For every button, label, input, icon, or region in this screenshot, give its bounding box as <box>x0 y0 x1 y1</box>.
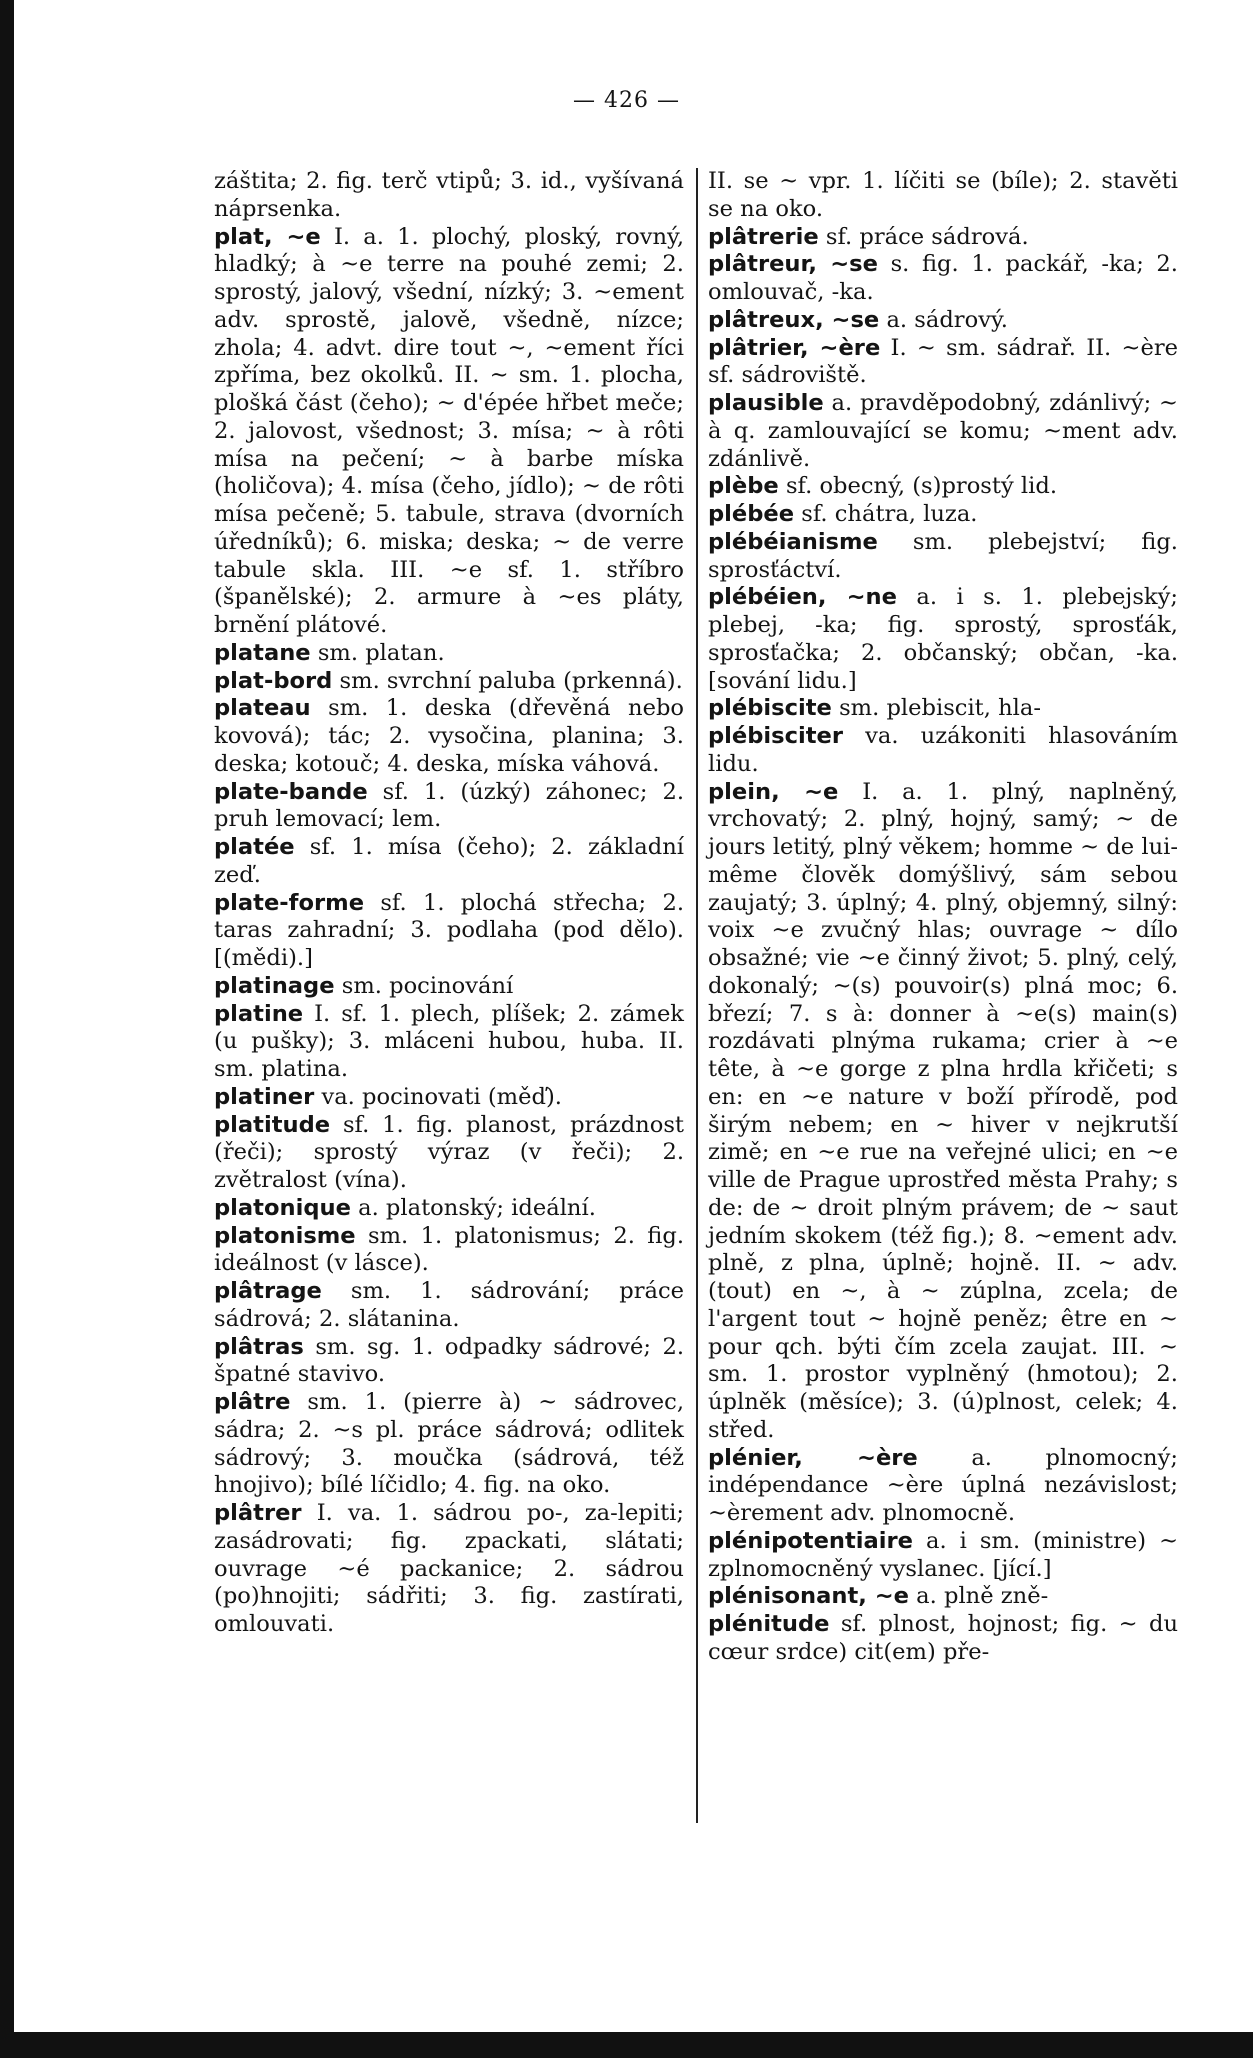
dictionary-entry <box>214 1500 684 1639</box>
entry-definition: sm. 1. deska (dřevěná nebo kovová); tác; 2. vysočina, planina; 3. deska; kotouč; 4. deska, míska váhová. <box>214 695 685 777</box>
dictionary-entry <box>214 224 684 640</box>
entry-headword: plâtrage <box>214 1278 322 1304</box>
entry-definition: sf. 1. plochá střecha; 2. taras zahradní; 3. podlaha (pod dělo). [(mědi).] <box>214 889 685 971</box>
entry-definition: sf. práce sádrová. <box>825 223 1029 250</box>
entry-headword: plat-bord <box>214 667 333 694</box>
entry-definition: sm. platan. <box>317 639 445 666</box>
entry-definition: záštita; 2. fig. terč vtipů; 3. id., vyšívaná náprsenka. <box>214 168 684 222</box>
entry-definition: sm. svrchní paluba (prkenná). <box>339 667 683 694</box>
entry-definition: sm. plebiscit, hla- <box>839 695 1041 722</box>
entry-definition: a. plně zně- <box>916 1583 1049 1610</box>
bottom-page-edge <box>0 2032 1253 2058</box>
dictionary-entry <box>214 1001 684 1084</box>
entry-definition: a. i s. 1. plebejský; plebej, -ka; fig. sprostý, sprosťák, sprosťačka; 2. občanský; občan, -ka. [sování lidu.] <box>708 584 1178 694</box>
entry-definition: I. a. 1. plný, naplněný, vrchovatý; 2. plný, hojný, samý; ~ de jours letitý, plný věkem; homme ~ de lui-même člověk domýšlivý, sám sebou zaujatý; 3. úplný; 4. plný, objemný, silný: voix ~e zvučný hlas; ouvrage ~ dílo obsažné; vie ~e činný život; 5. plný, celý, dokonalý; ~(s) pouvoir(s) plná moc; 6. březí; 7. s à: donner à ~e(s) main(s) rozdávati plnýma rukama; crier à ~e tête, à ~e gorge z plna hrdla křičeti; s en: en ~e nature v boží přírodě, pod širým nebem; en ~ hiver v nejkrutší zimě; en ~e rue na veřejné ulici; en ~e ville de Prague uprostřed města Prahy; s de: de ~ droit plným právem; de ~ saut jedním skokem (též fig.); 8. ~ement adv. plně, z plna, úplně; hojně. II. ~ adv. (tout) en ~, à ~ zúplna, zcela; de l'argent tout ~ hojně peněz; être en ~ pour qch. býti čím zcela zaujat. III. ~ sm. 1. prostor vyplněný (hmotou); 2. úplněk (měsíce); 3. (ú)plnost, celek; 4. střed. <box>708 778 1178 1443</box>
entry-headword: plat, ~e <box>214 223 321 250</box>
dictionary-entry <box>708 1445 1178 1528</box>
entry-definition: sf. obecný, (s)prostý lid. <box>785 473 1058 500</box>
dictionary-entry <box>214 168 684 224</box>
entry-definition: sf. 1. (úzký) záhonec; 2. pruh lemovací; lem. <box>214 778 685 833</box>
dictionary-entry <box>214 668 684 696</box>
entry-headword: platitude <box>214 1111 331 1138</box>
entry-definition: I. a. 1. plochý, ploský, rovný, hladký; à ~e terre na pouhé zemi; 2. sprostý, jalový, všední, nízký; 3. ~ement adv. sprostě, jalově, všedně, nízce; zhola; 4. advt. dire tout ~, ~ement říci zpříma, bez okolků. II. ~ sm. 1. plocha, plošká část (čeho); ~ d'épée hřbet meče; 2. jalovost, všednost; 3. mísa; ~ à rôti mísa na pečení; ~ à barbe míska (holičova); 4. mísa (čeho, jídlo); ~ de rôti mísa pečeně; 5. tabule, strava (dvorních úředníků); 6. miska; deska; ~ de verre tabule skla. III. ~e sf. 1. stříbro (španělské); 2. armure à ~es pláty, brnění plátové. <box>214 223 685 638</box>
entry-headword: platiner <box>214 1083 315 1110</box>
entry-definition: sm. plebejství; fig. sprosťáctví. <box>708 528 1178 583</box>
entry-headword: plébiscite <box>708 695 832 722</box>
entry-definition: I. va. 1. sádrou po-, za-lepiti; zasádrovati; fig. zpackati, slátati; ouvrage ~é packanice; 2. sádrou (po)hnojiti; sádřiti; 3. fig. zastírati, omlouvati. <box>214 1500 684 1637</box>
entry-definition: a. pravděpodobný, zdánlivý; ~ à q. zamlouvající se komu; ~ment adv. zdánlivě. <box>708 390 1178 472</box>
entry-headword: platée <box>214 834 295 860</box>
dictionary-entry <box>214 779 684 835</box>
entry-headword: plein, ~e <box>708 778 839 805</box>
dictionary-entry <box>708 473 1178 501</box>
dictionary-entry <box>214 640 684 668</box>
dictionary-entry <box>708 584 1178 695</box>
dictionary-entry <box>708 723 1178 779</box>
entry-definition: s. fig. 1. packář, -ka; 2. omlouvač, -ka. <box>708 251 1178 305</box>
dictionary-entry <box>708 1528 1178 1584</box>
entry-definition: sm. pocinování <box>341 972 514 999</box>
entry-headword: plèbe <box>708 473 779 500</box>
dictionary-entry <box>214 1223 684 1279</box>
dictionary-entry <box>708 335 1178 391</box>
dictionary-entry <box>214 890 684 973</box>
dictionary-entry <box>214 695 684 778</box>
dictionary-entry <box>708 501 1178 529</box>
dictionary-entry <box>708 1611 1178 1667</box>
entry-definition: va. uzákoniti hlasováním lidu. <box>708 723 1178 777</box>
entry-definition: I. ~ sm. sádrař. II. ~ère sf. sádroviště. <box>708 334 1178 389</box>
entry-headword: platinage <box>214 972 335 999</box>
entry-definition: sm. 1. platonismus; 2. fig. ideálnost (v lásce). <box>214 1222 684 1277</box>
entry-headword: plâtrerie <box>708 223 819 250</box>
dictionary-entry <box>214 1278 684 1334</box>
entry-definition: sf. 1. mísa (čeho); 2. základní zeď. <box>214 834 684 888</box>
entry-headword: plénipotentiaire <box>708 1527 913 1554</box>
dictionary-entry <box>214 834 684 890</box>
entry-headword: plénier, ~ère <box>708 1444 918 1471</box>
entry-headword: plâtreux, ~se <box>708 306 880 333</box>
right-column <box>708 168 1178 1667</box>
entry-headword: platine <box>214 1000 304 1027</box>
entry-headword: plate-bande <box>214 778 368 805</box>
entry-definition: a. i sm. (ministre) ~ zplnomocněný vyslanec. [jící.] <box>708 1527 1179 1582</box>
dictionary-entry <box>214 1112 684 1195</box>
dictionary-entry <box>214 1195 684 1223</box>
entry-headword: plébisciter <box>708 723 844 749</box>
entry-headword: plénitude <box>708 1611 830 1637</box>
entry-headword: plâtrer <box>214 1500 302 1526</box>
page-number: — 426 — <box>573 88 680 113</box>
entry-headword: platonisme <box>214 1222 356 1249</box>
dictionary-entry <box>708 695 1178 723</box>
entry-definition: sm. 1. (pierre à) ~ sádrovec, sádra; 2. ~s pl. práce sádrová; odlitek sádrový; 3. moučka (sádrová, též hnojivo); bílé líčidlo; 4. fig. na oko. <box>214 1389 684 1499</box>
entry-headword: plébée <box>708 501 795 527</box>
entry-definition: va. pocinovati (měď). <box>321 1083 562 1110</box>
entry-headword: plâtreur, ~se <box>708 251 878 278</box>
entry-headword: plébéien, ~ne <box>708 584 897 611</box>
dictionary-entry <box>708 1583 1178 1611</box>
entry-headword: plâtrier, ~ère <box>708 334 881 361</box>
dictionary-entry <box>708 251 1178 307</box>
dictionary-entry <box>214 1334 684 1390</box>
dictionary-entry <box>214 1084 684 1112</box>
dictionary-entry <box>708 390 1178 473</box>
entry-definition: II. se ~ vpr. 1. líčiti se (bíle); 2. stavěti se na oko. <box>708 168 1178 222</box>
dictionary-entry <box>214 973 684 1001</box>
entry-definition: sm. 1. sádrování; práce sádrová; 2. slátanina. <box>214 1278 684 1332</box>
entry-headword: plénisonant, ~e <box>708 1583 909 1610</box>
dictionary-entry <box>708 224 1178 252</box>
dictionary-entry <box>708 529 1178 585</box>
entry-definition: a. sádrový. <box>886 306 1008 333</box>
dictionary-entry <box>708 168 1178 224</box>
entry-definition: sf. 1. fig. planost, prázdnost (řeči); sprostý výraz (v řeči); 2. zvětralost (vína). <box>214 1111 684 1193</box>
entry-headword: plébéianisme <box>708 528 878 555</box>
entry-headword: plâtre <box>214 1389 291 1415</box>
column-divider <box>696 168 698 1823</box>
dictionary-entry <box>214 1389 684 1500</box>
entry-definition: sf. chátra, luza. <box>801 501 978 527</box>
entry-definition: sf. plnost, hojnost; fig. ~ du cœur srdce) cit(em) pře- <box>708 1611 1178 1665</box>
entry-definition: a. plnomocný; indépendance ~ère úplná nezávislost; ~èrement adv. plnomocně. <box>708 1444 1178 1526</box>
dictionary-entry <box>708 779 1178 1445</box>
entry-definition: sm. sg. 1. odpadky sádrové; 2. špatné stavivo. <box>214 1333 685 1388</box>
left-page-edge <box>0 0 14 2058</box>
left-column <box>214 168 684 1639</box>
entry-definition: a. platonský; ideální. <box>358 1194 596 1221</box>
entry-definition: I. sf. 1. plech, plíšek; 2. zámek (u pušky); 3. mláceni hubou, huba. II. sm. platina. <box>214 1000 684 1082</box>
entry-headword: platonique <box>214 1194 351 1221</box>
entry-headword: plateau <box>214 695 311 722</box>
entry-headword: plausible <box>708 390 824 416</box>
dictionary-entry <box>708 307 1178 335</box>
entry-headword: platane <box>214 639 311 666</box>
entry-headword: plâtras <box>214 1333 304 1360</box>
entry-headword: plate-forme <box>214 889 365 916</box>
